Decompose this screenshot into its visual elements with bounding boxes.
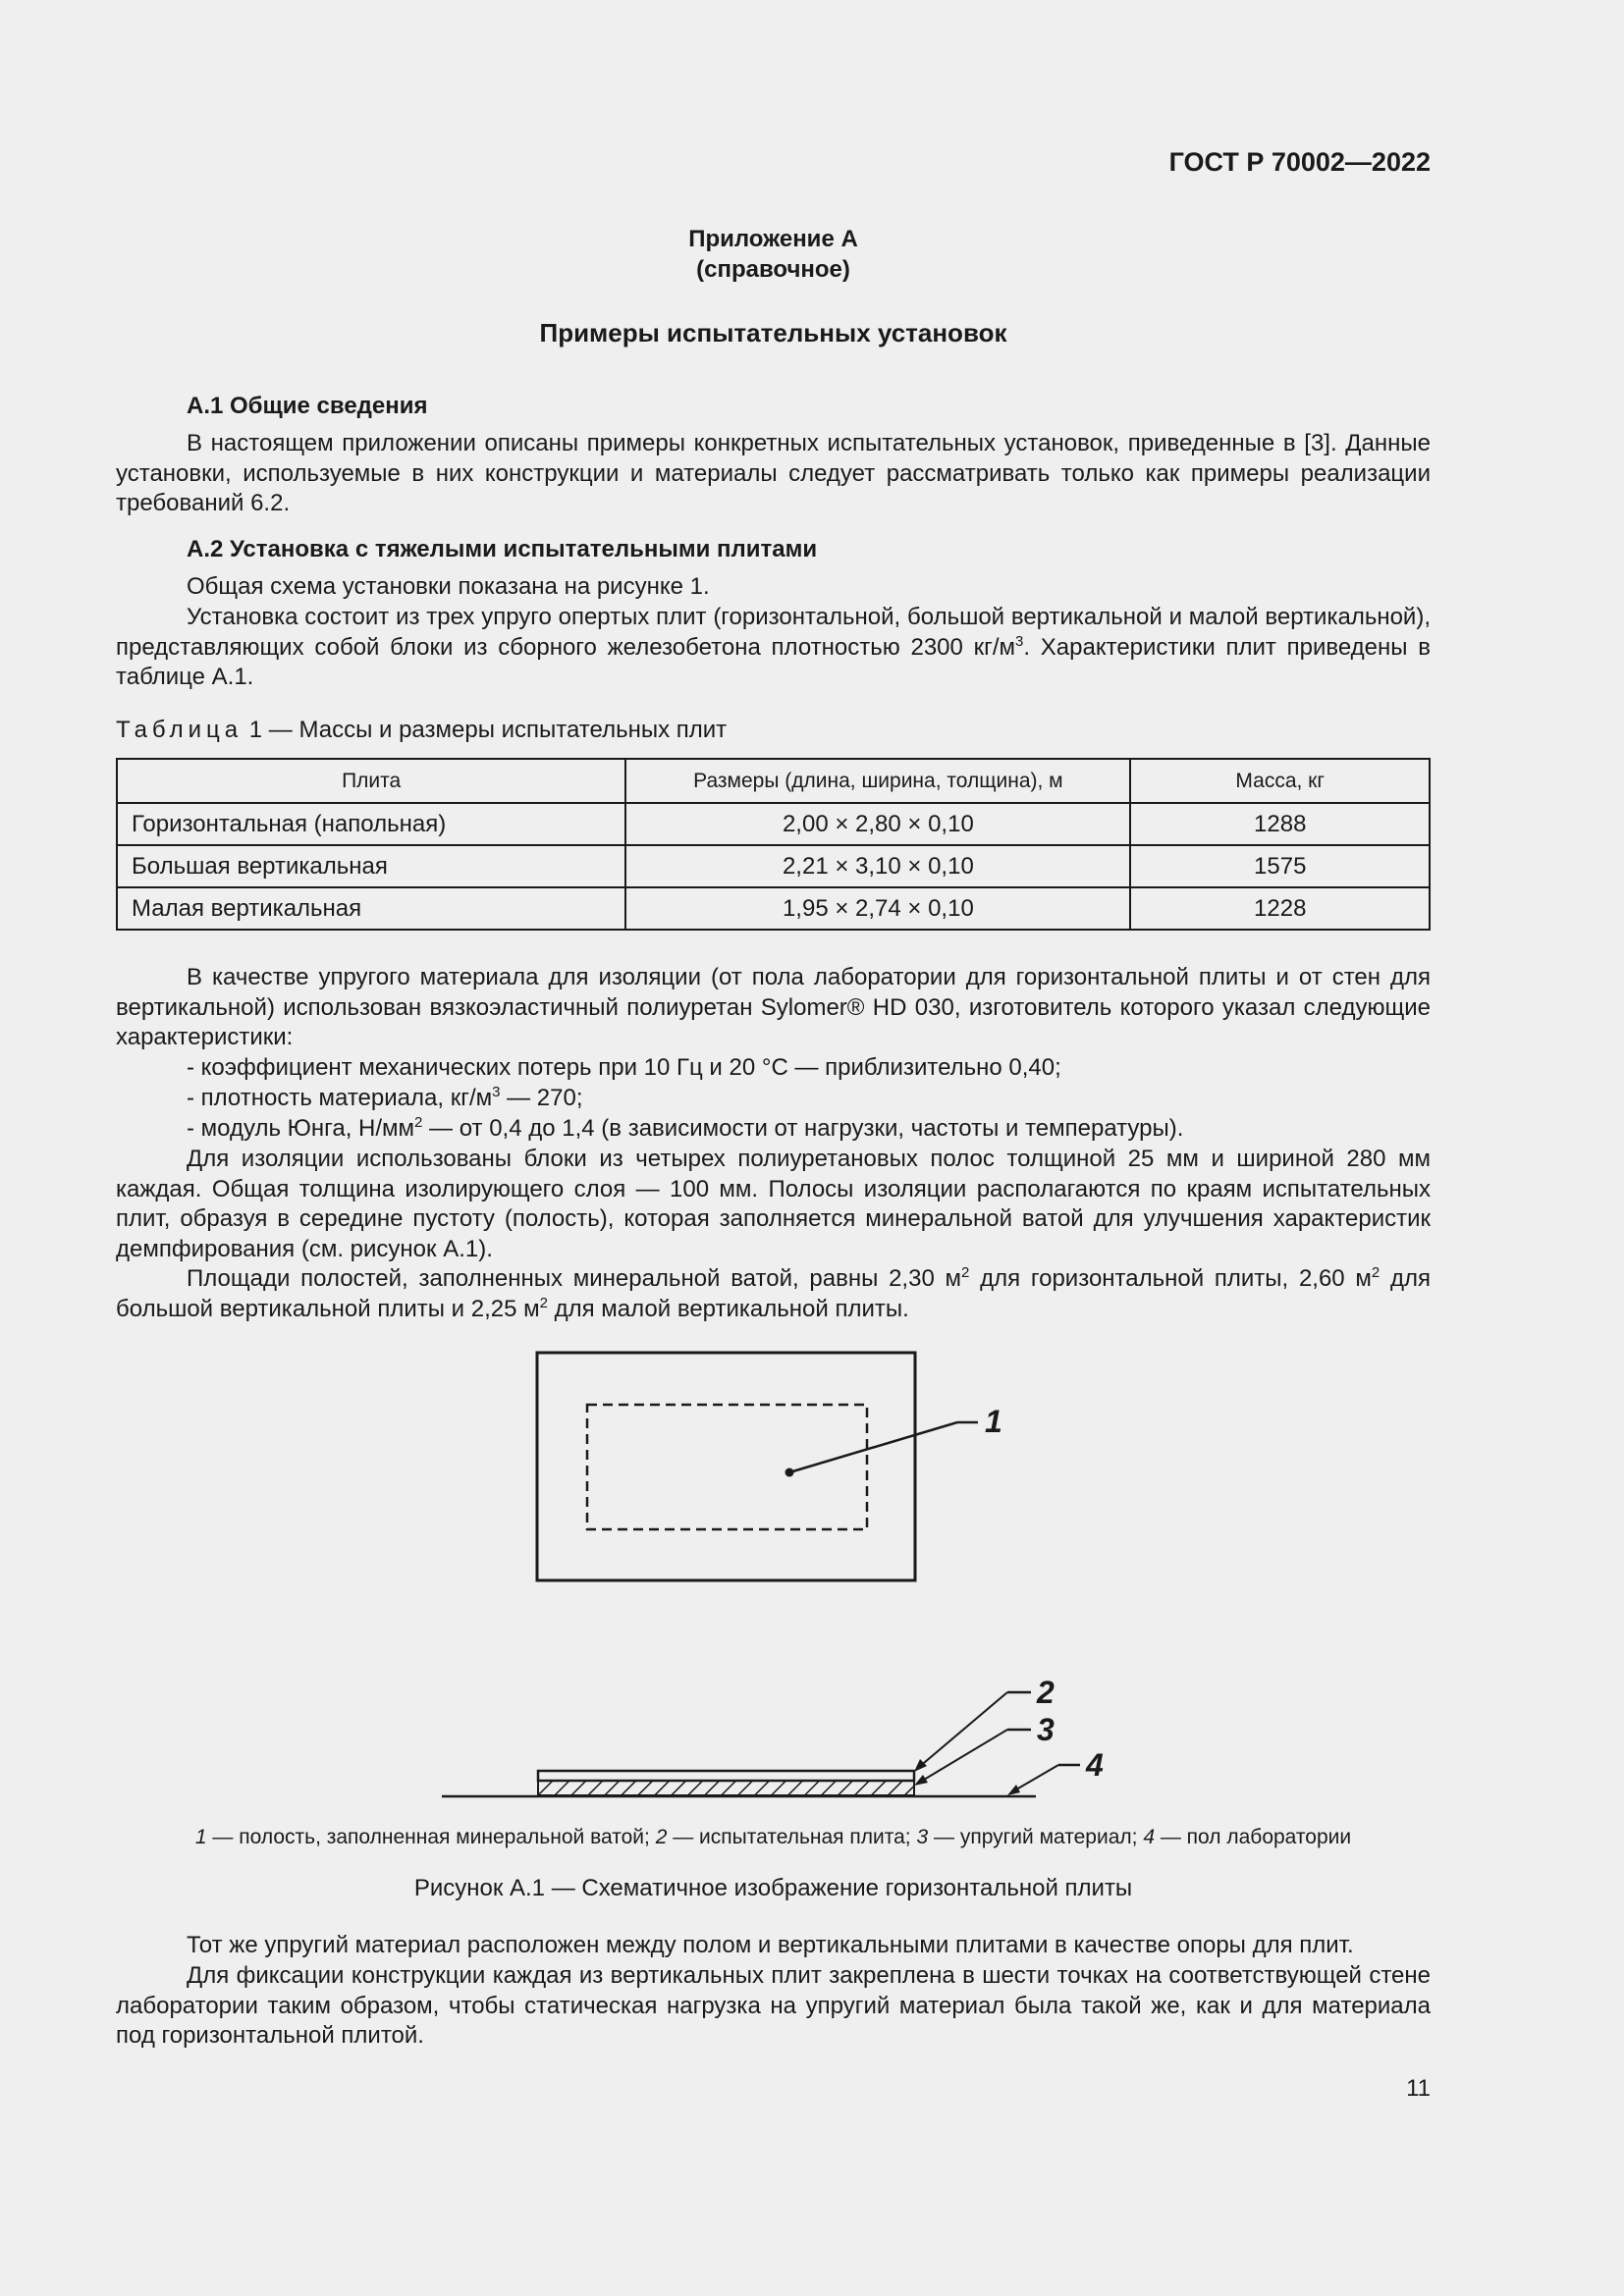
label-4: 4	[1086, 1747, 1104, 1783]
test-plate-side	[538, 1771, 914, 1781]
arrowhead-3	[914, 1775, 928, 1786]
table-cell: 1228	[1130, 887, 1430, 930]
table-cell: 2,00 × 2,80 × 0,10	[625, 803, 1130, 845]
table-cell: 1,95 × 2,74 × 0,10	[625, 887, 1130, 930]
table-cell: Горизонтальная (напольная)	[117, 803, 625, 845]
section-a1-heading: А.1 Общие сведения	[187, 393, 428, 419]
table-cell: 2,21 × 3,10 × 0,10	[625, 845, 1130, 887]
table-cell: 1288	[1130, 803, 1430, 845]
support-paragraph: Тот же упругий материал расположен между полом и вертикальными плитами в качестве опоры для плит.	[187, 1932, 1354, 1958]
section-a2-heading: А.2 Установка с тяжелыми испытательными плитами	[187, 536, 818, 562]
leader-line-1	[789, 1422, 957, 1472]
page-number: 11	[1406, 2075, 1431, 2102]
table-cell: Большая вертикальная	[117, 845, 625, 887]
arrowhead-4	[1007, 1785, 1020, 1795]
cavity-area-paragraph: Площади полостей, заполненных минеральной ватой, равны 2,30 $м^2$ для горизонтальной плиты, 2,60 $м^2$ для большой вертикальной плиты и 2,25 $м^2$ для малой вертикальной плиты.	[116, 1264, 1431, 1322]
table-cell: Малая вертикальная	[117, 887, 625, 930]
label-2: 2	[1037, 1675, 1055, 1710]
section-a1-paragraph: В настоящем приложении описаны примеры конкретных испытательных установок, приведенные в [3]. Данные установки, используемые в них конструкции и материалы следует рассматривать только как примеры реализации требований 6.2.	[116, 430, 1431, 516]
section-a2-paragraph-2: Установка состоит из трех упруго опертых плит (горизонтальной, большой вертикальной и малой вертикальной), представляющих собой блоки из сборного железобетона плотностью 2300 $кг/м^3$. Характеристики плит приведены в таблице А.1.	[116, 604, 1431, 690]
isolation-paragraph: Для изоляции использованы блоки из четырех полиуретановых полос толщиной 25 мм и шириной 280 мм каждая. Общая толщина изолирующего слоя — 100 мм. Полосы изоляции располагаются по краям испытательных плит, образуя в середине пустоту (полость), которая заполняется минеральной ватой для улучшения характеристик демпфирования (см. рисунок А.1).	[116, 1146, 1431, 1262]
list-item: - плотность материала, $кг/м^3$ — 270;	[187, 1084, 583, 1111]
section-a2-paragraph-1: Общая схема установки показана на рисунке 1.	[187, 573, 710, 600]
table-cell: 1575	[1130, 845, 1430, 887]
elastic-material-paragraph: В качестве упругого материала для изоляции (от пола лаборатории для горизонтальной плиты и от стен для вертикальной) использован вязкоэластичный полиуретан Sylomer® HD 030, изготовитель которого указал следующие характеристики:	[116, 964, 1431, 1050]
label-1: 1	[985, 1404, 1002, 1439]
standard-number: ГОСТ Р 70002—2022	[1168, 147, 1431, 177]
fixation-paragraph: Для фиксации конструкции каждая из вертикальных плит закреплена в шести точках на соответствующей стене лаборатории таким образом, чтобы статическая нагрузка на упругий материал была такой же, как и для материала под горизонтальной плитой.	[116, 1962, 1431, 2049]
list-item: - коэффициент механических потерь при 10 Гц и 20 °C — приблизительно 0,40;	[187, 1054, 1061, 1081]
appendix-title: Приложение А	[688, 226, 858, 252]
cavity-outline	[587, 1405, 867, 1529]
plate-top-view	[537, 1353, 915, 1580]
elastic-layer	[538, 1781, 914, 1795]
label-3: 3	[1037, 1712, 1055, 1747]
list-item: - модуль Юнга, $Н/мм^2$ — от 0,4 до 1,4 (в зависимости от нагрузки, частоты и температуры).	[187, 1114, 1184, 1142]
appendix-note: (справочное)	[696, 256, 850, 283]
table-caption: Таблица 1 — Массы и размеры испытательных плит	[116, 717, 728, 743]
table-header-cell: Масса, кг	[1130, 759, 1430, 803]
appendix-heading: Примеры испытательных установок	[539, 318, 1007, 347]
figure-title: Рисунок А.1 — Схематичное изображение горизонтальной плиты	[413, 1875, 1133, 1901]
table-header-cell: Размеры (длина, ширина, толщина), м	[625, 759, 1130, 803]
leader-line-4	[1011, 1765, 1058, 1792]
figure-legend: 1 — полость, заполненная минеральной ватой; 2 — испытательная плита; 3 — упругий материал; 4 — пол лаборатории	[194, 1826, 1352, 1848]
table-header-cell: Плита	[117, 759, 625, 803]
